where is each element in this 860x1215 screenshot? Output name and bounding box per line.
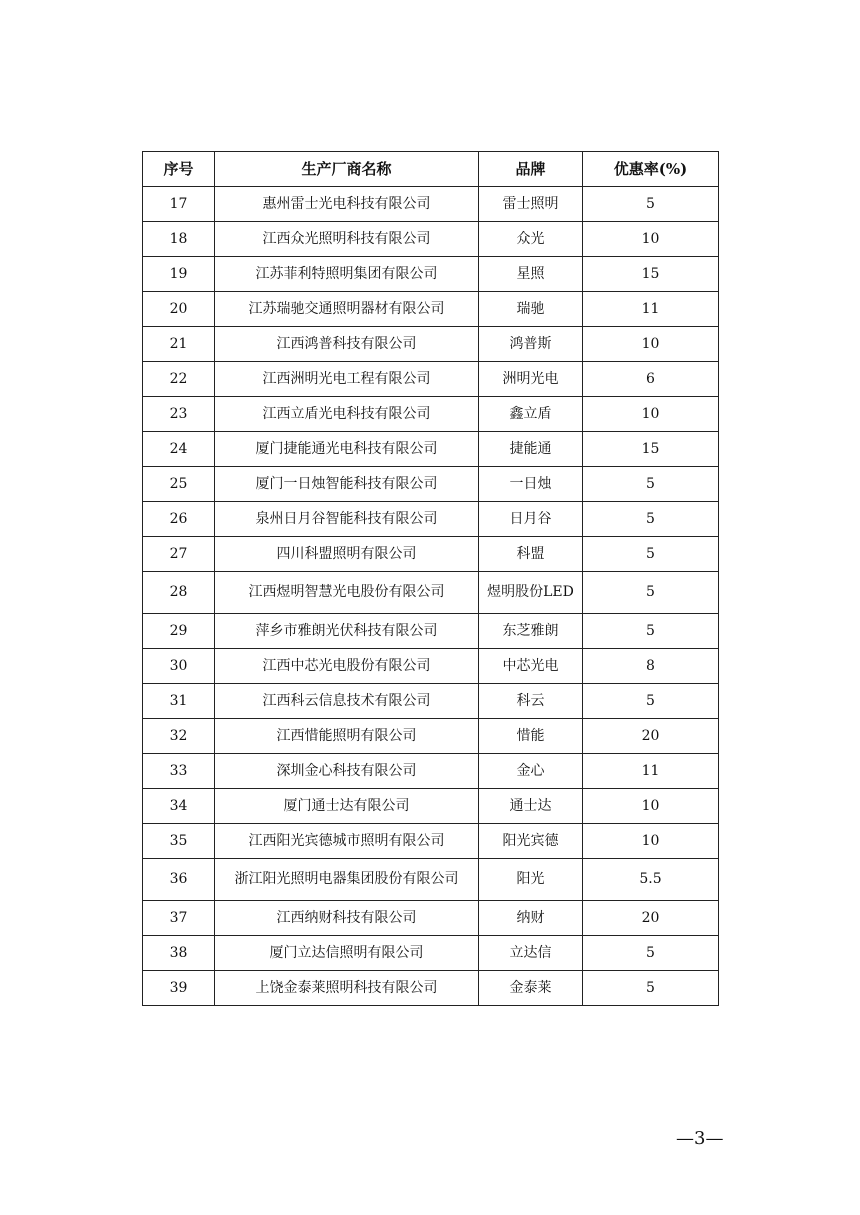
cell-discount-rate: 8 bbox=[583, 649, 719, 684]
cell-serial-number: 29 bbox=[143, 614, 215, 649]
cell-serial-number: 35 bbox=[143, 824, 215, 859]
cell-manufacturer-name: 厦门通士达有限公司 bbox=[215, 789, 479, 824]
cell-manufacturer-name: 厦门捷能通光电科技有限公司 bbox=[215, 432, 479, 467]
table-row bbox=[143, 754, 719, 789]
cell-brand: 星照 bbox=[479, 257, 583, 292]
cell-brand: 立达信 bbox=[479, 936, 583, 971]
table-row bbox=[143, 684, 719, 719]
table-row bbox=[143, 502, 719, 537]
cell-serial-number: 33 bbox=[143, 754, 215, 789]
cell-discount-rate: 5 bbox=[583, 971, 719, 1006]
header-discount-rate: 优惠率(%) bbox=[583, 152, 719, 187]
table-row bbox=[143, 901, 719, 936]
table-row bbox=[143, 649, 719, 684]
cell-brand: 煜明股份LED bbox=[479, 572, 583, 614]
cell-manufacturer-name: 萍乡市雅朗光伏科技有限公司 bbox=[215, 614, 479, 649]
cell-brand: 科云 bbox=[479, 684, 583, 719]
manufacturer-table bbox=[142, 151, 719, 1006]
cell-brand: 捷能通 bbox=[479, 432, 583, 467]
table-row bbox=[143, 292, 719, 327]
cell-serial-number: 23 bbox=[143, 397, 215, 432]
cell-manufacturer-name: 江苏菲利特照明集团有限公司 bbox=[215, 257, 479, 292]
cell-brand: 金心 bbox=[479, 754, 583, 789]
cell-serial-number: 18 bbox=[143, 222, 215, 257]
cell-manufacturer-name: 江西立盾光电科技有限公司 bbox=[215, 397, 479, 432]
table-row bbox=[143, 824, 719, 859]
cell-discount-rate: 5 bbox=[583, 936, 719, 971]
cell-serial-number: 21 bbox=[143, 327, 215, 362]
cell-brand: 通士达 bbox=[479, 789, 583, 824]
cell-serial-number: 26 bbox=[143, 502, 215, 537]
cell-discount-rate: 20 bbox=[583, 719, 719, 754]
cell-serial-number: 25 bbox=[143, 467, 215, 502]
cell-serial-number: 38 bbox=[143, 936, 215, 971]
table-row bbox=[143, 432, 719, 467]
cell-serial-number: 20 bbox=[143, 292, 215, 327]
header-brand: 品牌 bbox=[479, 152, 583, 187]
cell-brand: 雷士照明 bbox=[479, 187, 583, 222]
cell-serial-number: 34 bbox=[143, 789, 215, 824]
cell-brand: 东芝雅朗 bbox=[479, 614, 583, 649]
cell-serial-number: 28 bbox=[143, 572, 215, 614]
cell-discount-rate: 15 bbox=[583, 257, 719, 292]
cell-manufacturer-name: 泉州日月谷智能科技有限公司 bbox=[215, 502, 479, 537]
cell-brand: 洲明光电 bbox=[479, 362, 583, 397]
table-body bbox=[143, 187, 719, 1006]
cell-manufacturer-name: 江西科云信息技术有限公司 bbox=[215, 684, 479, 719]
cell-serial-number: 32 bbox=[143, 719, 215, 754]
cell-serial-number: 37 bbox=[143, 901, 215, 936]
cell-serial-number: 39 bbox=[143, 971, 215, 1006]
cell-discount-rate: 6 bbox=[583, 362, 719, 397]
cell-brand: 日月谷 bbox=[479, 502, 583, 537]
cell-brand: 一日烛 bbox=[479, 467, 583, 502]
cell-discount-rate: 15 bbox=[583, 432, 719, 467]
cell-brand: 鑫立盾 bbox=[479, 397, 583, 432]
cell-discount-rate: 5.5 bbox=[583, 859, 719, 901]
cell-manufacturer-name: 江西洲明光电工程有限公司 bbox=[215, 362, 479, 397]
cell-brand: 惜能 bbox=[479, 719, 583, 754]
cell-discount-rate: 5 bbox=[583, 614, 719, 649]
table-row bbox=[143, 719, 719, 754]
cell-manufacturer-name: 江西众光照明科技有限公司 bbox=[215, 222, 479, 257]
cell-brand: 纳财 bbox=[479, 901, 583, 936]
cell-serial-number: 27 bbox=[143, 537, 215, 572]
table-row bbox=[143, 971, 719, 1006]
cell-discount-rate: 11 bbox=[583, 754, 719, 789]
cell-discount-rate: 5 bbox=[583, 467, 719, 502]
table-row bbox=[143, 257, 719, 292]
table-row bbox=[143, 537, 719, 572]
cell-brand: 中芯光电 bbox=[479, 649, 583, 684]
table-header-row bbox=[143, 152, 719, 187]
cell-discount-rate: 5 bbox=[583, 537, 719, 572]
cell-manufacturer-name: 江苏瑞驰交通照明器材有限公司 bbox=[215, 292, 479, 327]
table-row bbox=[143, 614, 719, 649]
cell-manufacturer-name: 惠州雷士光电科技有限公司 bbox=[215, 187, 479, 222]
cell-brand: 瑞驰 bbox=[479, 292, 583, 327]
cell-manufacturer-name: 江西鸿普科技有限公司 bbox=[215, 327, 479, 362]
header-serial-number: 序号 bbox=[143, 152, 215, 187]
cell-discount-rate: 10 bbox=[583, 789, 719, 824]
cell-manufacturer-name: 江西煜明智慧光电股份有限公司 bbox=[215, 572, 479, 614]
cell-manufacturer-name: 江西阳光宾德城市照明有限公司 bbox=[215, 824, 479, 859]
cell-manufacturer-name: 江西中芯光电股份有限公司 bbox=[215, 649, 479, 684]
cell-brand: 阳光宾德 bbox=[479, 824, 583, 859]
cell-manufacturer-name: 四川科盟照明有限公司 bbox=[215, 537, 479, 572]
cell-discount-rate: 10 bbox=[583, 824, 719, 859]
cell-serial-number: 30 bbox=[143, 649, 215, 684]
table-row bbox=[143, 222, 719, 257]
cell-serial-number: 19 bbox=[143, 257, 215, 292]
cell-serial-number: 22 bbox=[143, 362, 215, 397]
table-row bbox=[143, 936, 719, 971]
cell-discount-rate: 10 bbox=[583, 327, 719, 362]
cell-brand: 鸿普斯 bbox=[479, 327, 583, 362]
cell-discount-rate: 5 bbox=[583, 187, 719, 222]
table-row bbox=[143, 789, 719, 824]
cell-serial-number: 31 bbox=[143, 684, 215, 719]
table-row bbox=[143, 572, 719, 614]
table-row bbox=[143, 327, 719, 362]
cell-brand: 众光 bbox=[479, 222, 583, 257]
cell-manufacturer-name: 厦门立达信照明有限公司 bbox=[215, 936, 479, 971]
cell-discount-rate: 5 bbox=[583, 502, 719, 537]
header-manufacturer-name: 生产厂商名称 bbox=[215, 152, 479, 187]
cell-brand: 阳光 bbox=[479, 859, 583, 901]
cell-discount-rate: 5 bbox=[583, 572, 719, 614]
cell-discount-rate: 5 bbox=[583, 684, 719, 719]
cell-discount-rate: 20 bbox=[583, 901, 719, 936]
table-row bbox=[143, 467, 719, 502]
cell-manufacturer-name: 江西惜能照明有限公司 bbox=[215, 719, 479, 754]
cell-manufacturer-name: 上饶金泰莱照明科技有限公司 bbox=[215, 971, 479, 1006]
cell-discount-rate: 10 bbox=[583, 397, 719, 432]
page-number: —3— bbox=[676, 1128, 724, 1149]
table-row bbox=[143, 187, 719, 222]
table-row bbox=[143, 859, 719, 901]
cell-serial-number: 36 bbox=[143, 859, 215, 901]
cell-serial-number: 24 bbox=[143, 432, 215, 467]
table-row bbox=[143, 397, 719, 432]
cell-manufacturer-name: 深圳金心科技有限公司 bbox=[215, 754, 479, 789]
cell-brand: 科盟 bbox=[479, 537, 583, 572]
cell-serial-number: 17 bbox=[143, 187, 215, 222]
cell-discount-rate: 11 bbox=[583, 292, 719, 327]
cell-brand: 金泰莱 bbox=[479, 971, 583, 1006]
cell-manufacturer-name: 厦门一日烛智能科技有限公司 bbox=[215, 467, 479, 502]
table-row bbox=[143, 362, 719, 397]
cell-discount-rate: 10 bbox=[583, 222, 719, 257]
cell-manufacturer-name: 浙江阳光照明电器集团股份有限公司 bbox=[215, 859, 479, 901]
cell-manufacturer-name: 江西纳财科技有限公司 bbox=[215, 901, 479, 936]
